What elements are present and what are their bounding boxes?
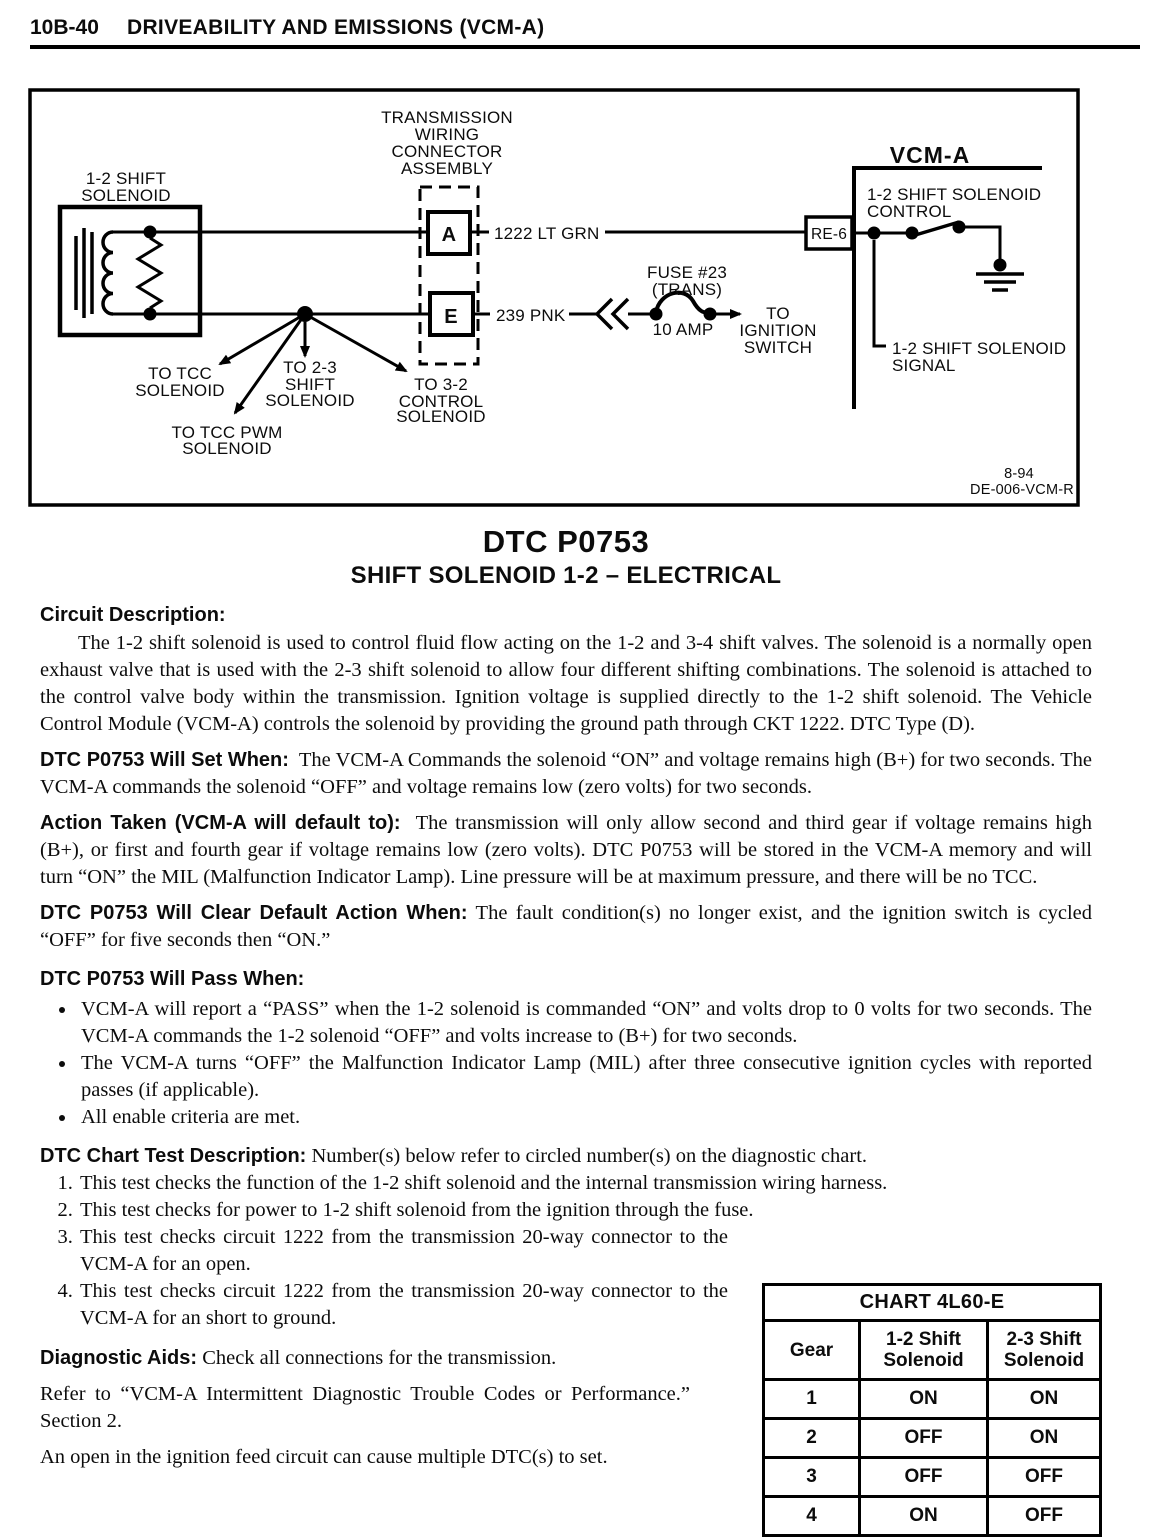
page-header-title: DRIVEABILITY AND EMISSIONS (VCM-A): [127, 16, 545, 39]
wiring-diagram-figure: [28, 88, 1080, 507]
chart-test-heading: DTC Chart Test Description:: [40, 1145, 307, 1167]
ignition-label: [739, 304, 816, 357]
action-taken-section: [40, 810, 1092, 891]
col-gear: Gear: [764, 1321, 860, 1380]
will-set-heading: DTC P0753 Will Set When:: [40, 749, 289, 771]
chart-header-row: [764, 1321, 1101, 1380]
chart-test-list-narrow: [40, 1224, 728, 1332]
test-step: 3. This test checks circuit 1222 from the transmission 20-way connector to the VCM-A for an open.: [78, 1224, 728, 1278]
header-rule: [30, 45, 1140, 49]
control-label: [867, 185, 1041, 221]
chart-4l60e: [762, 1283, 1102, 1537]
resistor-symbol: [138, 238, 161, 308]
circuit-description-heading: Circuit Description:: [40, 604, 226, 626]
tcc-pwm-solenoid-label: [172, 423, 283, 458]
svg-text:TRANSMISSION: TRANSMISSION: [381, 108, 513, 127]
svg-text:WIRING: WIRING: [414, 125, 480, 144]
svg-text:CONNECTOR: CONNECTOR: [391, 142, 503, 161]
col-solenoid-23: 2-3 Shift Solenoid: [988, 1321, 1101, 1380]
diagnostic-aids-refer: Refer to “VCM-A Intermittent Diagnostic Trouble Codes or Performance.” Section 2.: [40, 1383, 690, 1432]
twca-label: [381, 108, 513, 178]
svg-text:SOLENOID: SOLENOID: [396, 407, 486, 426]
svg-text:TO TCC: TO TCC: [148, 364, 212, 383]
circuit-description-body: The 1-2 shift solenoid is used to control fluid flow acting on the 1-2 and 3-4 shift valves. The solenoid is a normally open exhaust valve that is used with the 2-3 shift solenoid to allow four different shifting combinations. The solenoid is attached to the control valve body within the transmission. Ignition voltage is supplied directly to the 1-2 shift solenoid. The Vehicle Control Module (VCM-A) controls the solenoid by providing the ground path through CKT 1222. DTC Type (D).: [40, 632, 1092, 735]
inline-connector-icon: [597, 299, 628, 329]
svg-text:TO: TO: [766, 304, 790, 323]
pass-bullet: • VCM-A will report a “PASS” when the 1-2 solenoid is commanded “ON” and volts drop to 0 volts for two seconds. The VCM-A commands the 1-2 solenoid “OFF” and volts increase to (B+) for two seconds.: [77, 996, 1092, 1050]
pass-bullet: • The VCM-A turns “OFF” the Malfunction Indicator Lamp (MIL) after three consecutive ignition cycles with reported passes (if applicable).: [77, 1050, 1092, 1104]
test-step: 4. This test checks circuit 1222 from the transmission 20-way connector to the VCM-A for an short to ground.: [78, 1278, 728, 1332]
will-clear-body: The fault condition(s) no longer exist, and the ignition switch is cycled “OFF” for five seconds then “ON.”: [40, 902, 1092, 951]
svg-text:SOLENOID: SOLENOID: [81, 186, 171, 205]
signal-line: [874, 240, 886, 346]
svg-text:SWITCH: SWITCH: [743, 338, 813, 357]
ground-symbol: [976, 259, 1024, 291]
chart-test-list: [40, 1170, 1092, 1224]
svg-text:1-2 SHIFT: 1-2 SHIFT: [85, 169, 167, 188]
dtc-title: DTC P0753: [482, 524, 650, 559]
svg-text:TO TCC PWM: TO TCC PWM: [171, 423, 283, 442]
table-row: 2 OFF ON: [764, 1419, 1101, 1458]
svg-text:SHIFT: SHIFT: [284, 375, 336, 394]
will-pass-list: [40, 996, 1092, 1131]
solenoid-core: [76, 228, 92, 318]
test-step: 2. This test checks for power to 1-2 shift solenoid from the ignition through the fuse.: [78, 1197, 1092, 1224]
will-set-section: [40, 747, 1092, 801]
page-number: 10B-40: [30, 16, 99, 39]
table-row: 1 ON ON: [764, 1380, 1101, 1419]
svg-text:CONTROL: CONTROL: [398, 392, 484, 411]
solenoid-box: [60, 207, 200, 335]
table-row: 4 ON OFF: [764, 1497, 1101, 1536]
svg-text:1-2 SHIFT SOLENOID: 1-2 SHIFT SOLENOID: [892, 339, 1067, 358]
svg-text:SOLENOID: SOLENOID: [265, 391, 355, 410]
svg-text:SIGNAL: SIGNAL: [892, 356, 956, 375]
coil-symbol: [103, 232, 113, 314]
svg-text:8-94: 8-94: [1004, 466, 1034, 482]
shift-23-solenoid-label: [265, 358, 354, 410]
figure-reference: [970, 466, 1074, 498]
svg-text:FUSE #23: FUSE #23: [646, 263, 728, 282]
chart-test-body: Number(s) below refer to circled number(s) on the diagnostic chart.: [311, 1145, 868, 1167]
test-step: 1. This test checks the function of the 1-2 shift solenoid and the internal transmission wiring harness.: [78, 1170, 1092, 1197]
svg-text:1-2 SHIFT SOLENOID: 1-2 SHIFT SOLENOID: [867, 185, 1042, 204]
wiring-diagram: [28, 88, 1080, 507]
svg-text:TO 3-2: TO 3-2: [414, 375, 468, 394]
svg-text:IGNITION: IGNITION: [739, 321, 817, 340]
pass-bullet: • All enable criteria are met.: [77, 1104, 1092, 1131]
solenoid-label: [81, 169, 170, 205]
vcm-title: VCM-A: [889, 142, 971, 168]
wire-label-239: 239 PNK: [496, 306, 566, 325]
table-row: 3 OFF OFF: [764, 1458, 1101, 1497]
svg-text:SOLENOID: SOLENOID: [135, 381, 225, 400]
svg-text:TO 2-3: TO 2-3: [283, 358, 337, 377]
action-taken-heading: Action Taken (VCM-A will default to):: [40, 812, 401, 834]
chart-test-section: [40, 1143, 1092, 1170]
svg-text:ASSEMBLY: ASSEMBLY: [401, 159, 493, 178]
pin-e: E: [444, 306, 458, 328]
diagnostic-aids-section: [40, 1345, 690, 1372]
signal-label: [892, 339, 1066, 375]
control-32-solenoid-label: [396, 375, 485, 426]
wire-label-1222: 1222 LT GRN: [494, 224, 600, 243]
tcc-solenoid-label: [135, 364, 224, 400]
will-pass-heading: DTC P0753 Will Pass When:: [40, 968, 305, 990]
action-taken-body: The transmission will only allow second and third gear if voltage remains high (B+), or first and fourth gear if voltage remains low (zero volts). DTC P0753 will be stored in the VCM-A memory and will turn “ON” the MIL (Malfunction Indicator Lamp). Line pressure will be at maximum pressure, and there will be no TCC.: [40, 812, 1092, 888]
junction-dot: [144, 226, 157, 239]
will-set-body: The VCM-A Commands the solenoid “ON” and voltage remains high (B+) for two seconds. The VCM-A commands the solenoid “OFF” and voltage remains low (zero volts) for two seconds.: [40, 749, 1092, 798]
svg-text:(TRANS): (TRANS): [651, 280, 723, 299]
chart-table-title: CHART 4L60-E: [764, 1285, 1101, 1321]
pin-a: A: [441, 224, 457, 246]
junction-dot: [144, 308, 157, 321]
will-clear-heading: DTC P0753 Will Clear Default Action When:: [40, 902, 468, 924]
page-header: [0, 0, 1168, 60]
svg-text:CONTROL: CONTROL: [867, 202, 952, 221]
svg-text:10 AMP: 10 AMP: [652, 320, 714, 339]
diagnostic-aids-note: An open in the ignition feed circuit can cause multiple DTC(s) to set.: [40, 1446, 608, 1468]
col-solenoid-12: 1-2 Shift Solenoid: [860, 1321, 988, 1380]
diagnostic-aids-body: Check all connections for the transmission.: [202, 1347, 557, 1369]
svg-text:DE-006-VCM-R: DE-006-VCM-R: [970, 482, 1074, 498]
re6-label: RE-6: [810, 226, 848, 243]
will-clear-section: [40, 900, 1092, 954]
svg-text:SOLENOID: SOLENOID: [182, 439, 272, 458]
diagnostic-aids-heading: Diagnostic Aids:: [40, 1347, 198, 1369]
dtc-subtitle: SHIFT SOLENOID 1-2 – ELECTRICAL: [350, 562, 782, 589]
